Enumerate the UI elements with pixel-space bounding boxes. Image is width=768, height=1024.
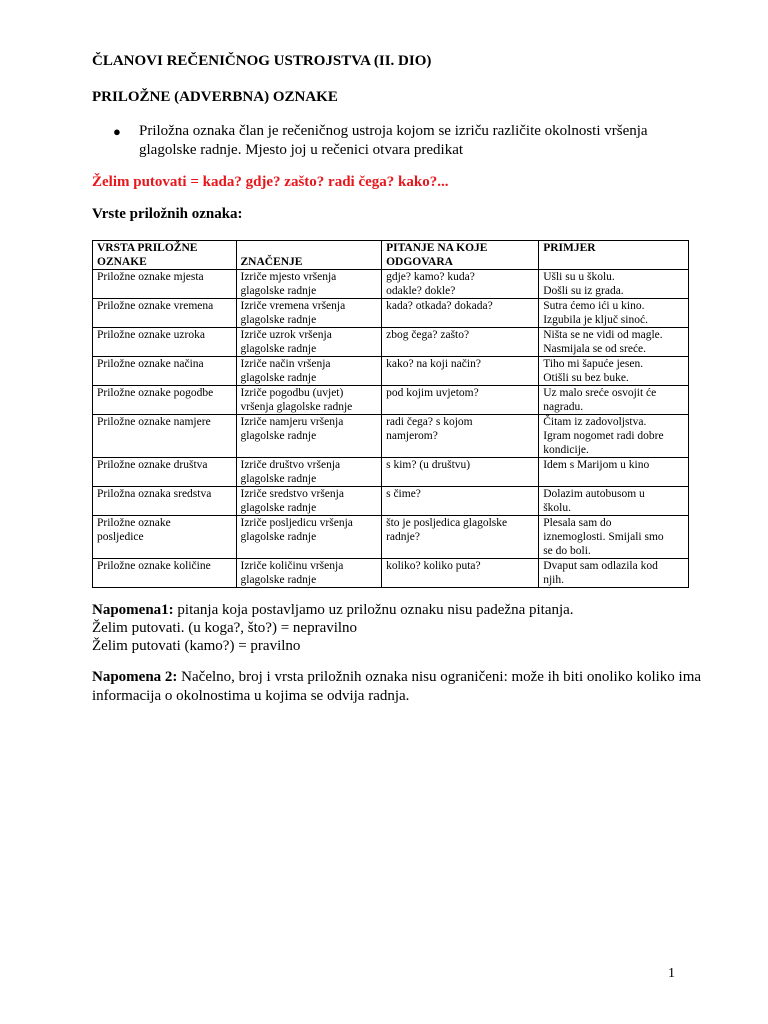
note-1-label: Napomena1: xyxy=(92,602,174,618)
header-question: PITANJE NA KOJE ODGOVARA xyxy=(382,241,539,270)
cell-question: gdje? kamo? kuda? odakle? dokle? xyxy=(382,270,539,299)
cell-meaning: Izriče mjesto vršenja glagolske radnje xyxy=(236,270,382,299)
page-number: 1 xyxy=(668,966,675,981)
table-body xyxy=(93,270,689,588)
cell-question: s čime? xyxy=(382,487,539,516)
table-row xyxy=(93,516,689,559)
cell-meaning: Izriče količinu vršenja glagolske radnje xyxy=(236,559,382,588)
example-questions: Želim putovati = kada? gdje? zašto? radi čega? kako?... xyxy=(92,174,449,190)
cell-meaning: Izriče društvo vršenja glagolske radnje xyxy=(236,458,382,487)
cell-question: radi čega? s kojom namjerom? xyxy=(382,415,539,458)
cell-meaning: Izriče sredstvo vršenja glagolske radnje xyxy=(236,487,382,516)
cell-example: Plesala sam do iznemoglosti. Smijali smo se do boli. xyxy=(539,516,689,559)
cell-meaning: Izriče vremena vršenja glagolske radnje xyxy=(236,299,382,328)
cell-type: Priložne oznake vremena xyxy=(93,299,237,328)
cell-meaning: Izriče način vršenja glagolske radnje xyxy=(236,357,382,386)
header-meaning: ZNAČENJE xyxy=(236,241,382,270)
header-example: PRIMJER xyxy=(539,241,689,270)
cell-question: kada? otkada? dokada? xyxy=(382,299,539,328)
bullet-icon: ● xyxy=(113,124,121,139)
note-2-text: Načelno, broj i vrsta priložnih oznaka nisu ograničeni: može ih biti onoliko koliko ima informacija o okolnostima u kojima se odvija radnja. xyxy=(92,669,702,704)
definition-item xyxy=(92,122,692,160)
cell-question: zbog čega? zašto? xyxy=(382,328,539,357)
cell-example: Tiho mi šapuće jesen. Otišli su bez buke. xyxy=(539,357,689,386)
cell-example: Uz malo sreće osvojit će nagradu. xyxy=(539,386,689,415)
header-type: VRSTA PRILOŽNE OZNAKE xyxy=(93,241,237,270)
table-header-row xyxy=(93,241,689,270)
table-row xyxy=(93,415,689,458)
cell-example: Idem s Marijom u kino xyxy=(539,458,689,487)
table-row xyxy=(93,386,689,415)
cell-question: s kim? (u društvu) xyxy=(382,458,539,487)
note-1-text: pitanja koja postavljamo uz priložnu oznaku nisu padežna pitanja. xyxy=(173,602,574,618)
cell-type: Priložne oznake načina xyxy=(93,357,237,386)
note-1-correct-example: Želim putovati (kamo?) = pravilno xyxy=(92,638,301,654)
cell-question: što je posljedica glagolske radnje? xyxy=(382,516,539,559)
table-row xyxy=(93,328,689,357)
note-1-wrong-example: Želim putovati. (u koga?, što?) = nepravilno xyxy=(92,620,358,636)
cell-type: Priložne oznake posljedice xyxy=(93,516,237,559)
table-row xyxy=(93,357,689,386)
table-row xyxy=(93,458,689,487)
cell-example: Sutra ćemo ići u kino. Izgubila je ključ sinoć. xyxy=(539,299,689,328)
definition-text: Priložna oznaka član je rečeničnog ustroja kojom se izriču različite okolnosti vršenja glagolske radnje. Mjesto joj u rečenici otvara predikat xyxy=(139,123,648,158)
cell-meaning: Izriče namjeru vršenja glagolske radnje xyxy=(236,415,382,458)
note-2 xyxy=(92,668,702,706)
adverbial-types-table xyxy=(92,240,689,588)
table-row xyxy=(93,299,689,328)
cell-meaning: Izriče uzrok vršenja glagolske radnje xyxy=(236,328,382,357)
cell-example: Ušli su u školu. Došli su iz grada. xyxy=(539,270,689,299)
cell-example: Dvaput sam odlazila kod njih. xyxy=(539,559,689,588)
document-title: ČLANOVI REČENIČNOG USTROJSTVA (II. DIO) xyxy=(92,53,432,69)
cell-type: Priložne oznake pogodbe xyxy=(93,386,237,415)
cell-type: Priložne oznake društva xyxy=(93,458,237,487)
cell-question: koliko? koliko puta? xyxy=(382,559,539,588)
cell-meaning: Izriče posljedicu vršenja glagolske radnje xyxy=(236,516,382,559)
cell-question: kako? na koji način? xyxy=(382,357,539,386)
note-2-label: Napomena 2: xyxy=(92,669,178,685)
table-row xyxy=(93,270,689,299)
cell-type: Priložne oznake uzroka xyxy=(93,328,237,357)
cell-type: Priložne oznake količine xyxy=(93,559,237,588)
cell-type: Priložne oznake namjere xyxy=(93,415,237,458)
table-heading: Vrste priložnih oznaka: xyxy=(92,206,243,222)
cell-example: Čitam iz zadovoljstva. Igram nogomet radi dobre kondicije. xyxy=(539,415,689,458)
cell-type: Priložna oznaka sredstva xyxy=(93,487,237,516)
table-row xyxy=(93,487,689,516)
table-row xyxy=(93,559,689,588)
cell-type: Priložne oznake mjesta xyxy=(93,270,237,299)
definition-list xyxy=(92,122,692,160)
cell-question: pod kojim uvjetom? xyxy=(382,386,539,415)
cell-example: Dolazim autobusom u školu. xyxy=(539,487,689,516)
section-heading: PRILOŽNE (ADVERBNA) OZNAKE xyxy=(92,89,338,105)
cell-example: Ništa se ne vidi od magle. Nasmijala se od sreće. xyxy=(539,328,689,357)
cell-meaning: Izriče pogodbu (uvjet) vršenja glagolske radnje xyxy=(236,386,382,415)
note-1 xyxy=(92,601,702,655)
